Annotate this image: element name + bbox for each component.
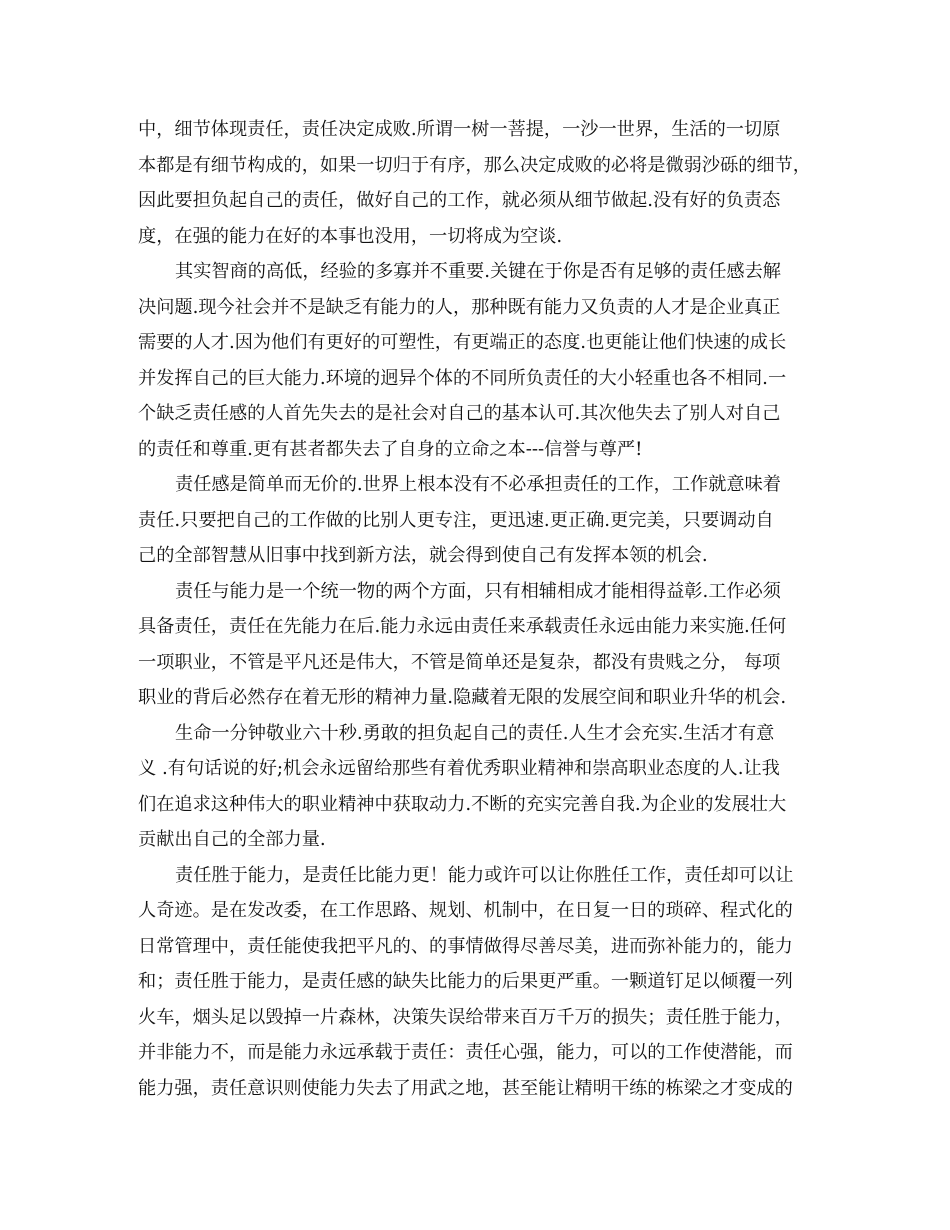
text-line: 责任胜于能力，是责任比能力更！能力或许可以让你胜任工作，责任却可以让 [175, 864, 794, 886]
text-line: 本都是有细节构成的，如果一切归于有序，那么决定成败的必将是微弱沙砾的细节， [138, 154, 811, 176]
text-line: 生命一分钟敬业六十秒.勇敢的担负起自己的责任.人生才会充实.生活才有意 [175, 722, 775, 744]
text-line: 火车，烟头足以毁掉一片森林，决策失误给带来百万千万的损失；责任胜于能力， [138, 1006, 793, 1028]
text-line: 并非能力不，而是能力永远承载于责任：责任心强，能力，可以的工作使潜能，而 [138, 1042, 793, 1063]
text-line: 具备责任，责任在先能力在后.能力永远由责任来承载责任永远由能力来实施.任何 [138, 616, 787, 637]
text-line: 的责任和尊重.更有甚者都失去了自身的立命之本---信誉与尊严! [138, 438, 643, 460]
text-line: 一项职业，不管是平凡还是伟大，不管是简单还是复杂，都没有贵贱之分， 每项 [138, 651, 781, 673]
text-line: 日常管理中，责任能使我把平凡的、的事情做得尽善尽美，进而弥补能力的，能力 [138, 935, 793, 957]
text-line: 职业的背后必然存在着无形的精神力量.隐藏着无限的发展空间和职业升华的机会. [138, 687, 787, 708]
text-line: 因此要担负起自己的责任，做好自己的工作，就必须从细节做起.没有好的负责态 [138, 190, 781, 211]
text-line: 们在追求这种伟大的职业精神中获取动力.不断的充实完善自我.为企业的发展壮大 [138, 793, 787, 815]
text-line: 义 .有句话说的好;机会永远留给那些有着优秀职业精神和崇高职业态度的人.让我 [138, 758, 780, 779]
text-line: 己的全部智慧从旧事中找到新方法，就会得到使自己有发挥本领的机会. [138, 545, 708, 566]
text-line: 决问题.现今社会并不是缺乏有能力的人，那种既有能力又负责的人才是企业真正 [138, 296, 781, 318]
text-line: 人奇迹。是在发改委，在工作思路、规划、机制中，在日复一日的琐碎、程式化的 [138, 900, 793, 921]
text-line: 和；责任胜于能力，是责任感的缺失比能力的后果更严重。一颗道钉足以倾覆一列 [138, 971, 793, 992]
text-line: 需要的人才.因为他们有更好的可塑性，有更端正的态度.也更能让他们快速的成长 [138, 332, 787, 353]
text-line: 其实智商的高低，经验的多寡并不重要.关键在于你是否有足够的责任感去解 [175, 261, 781, 282]
text-line: 中，细节体现责任，责任决定成败.所谓一树一菩提，一沙一世界，生活的一切原 [138, 119, 781, 140]
text-line: 个缺乏责任感的人首先失去的是社会对自己的基本认可.其次他失去了别人对自己 [138, 403, 781, 424]
text-line: 贡献出自己的全部力量. [138, 829, 326, 850]
text-line: 并发挥自己的巨大能力.环境的迥异个体的不同所负责任的大小轻重也各不相同.一 [138, 367, 787, 389]
text-line: 度，在强的能力在好的本事也没用，一切将成为空谈. [138, 225, 563, 247]
text-line: 责任与能力是一个统一物的两个方面，只有相辅相成才能相得益彰.工作必须 [175, 580, 781, 602]
text-line: 能力强，责任意识则使能力失去了用武之地，甚至能让精明干练的栋梁之才变成的 [138, 1077, 793, 1099]
text-line: 责任感是简单而无价的.世界上根本没有不必承担责任的工作，工作就意味着 [175, 474, 781, 495]
document-body [138, 112, 818, 1106]
text-line: 责任.只要把自己的工作做的比别人更专注，更迅速.更正确.更完美，只要调动自 [138, 509, 774, 531]
